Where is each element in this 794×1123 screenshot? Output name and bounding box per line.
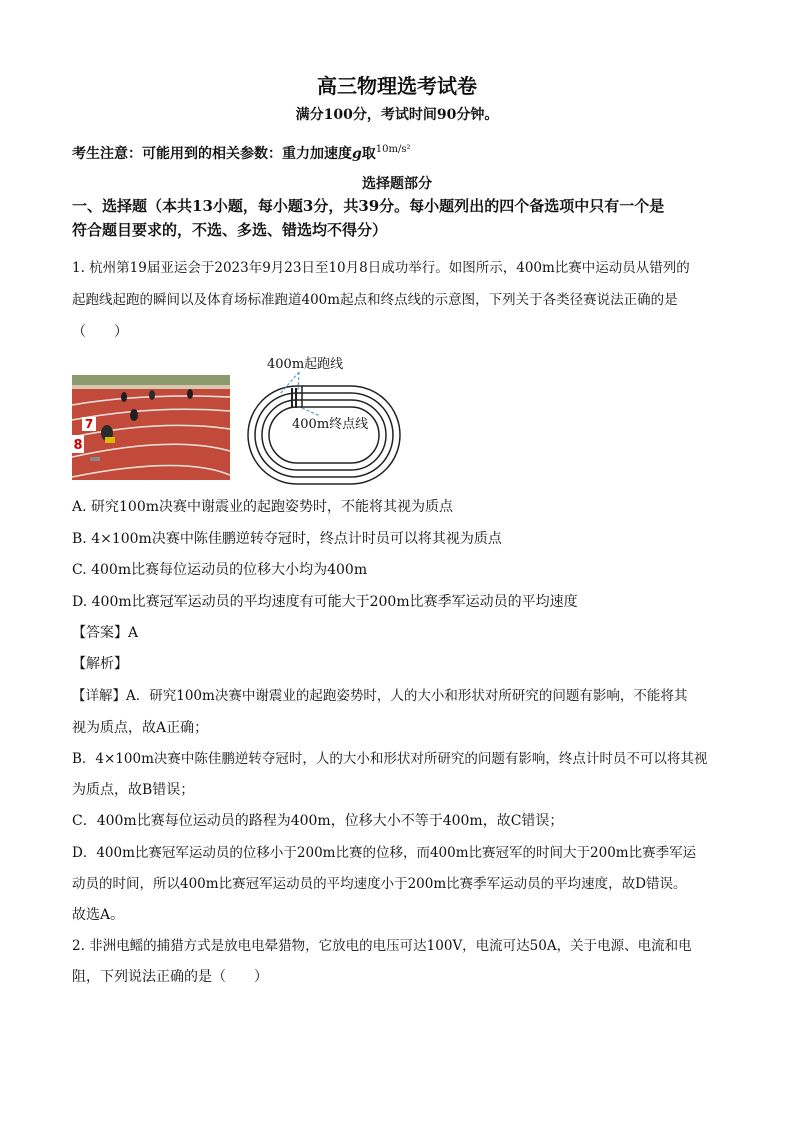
- q1-analysis-line8: 故选A。: [72, 907, 125, 923]
- q1-option-d: D. 400m比赛冠军运动员的平均速度有可能大于200m比赛季军运动员的平均速度: [72, 594, 578, 610]
- section-title: 选择题部分: [362, 176, 432, 192]
- candidate-notice: [72, 140, 411, 164]
- q1-option-a: A. 研究100m决赛中谢震业的起跑姿势时，不能将其视为质点: [72, 499, 454, 515]
- exam-subtitle: 满分100分，考试时间90分钟。: [295, 107, 499, 123]
- q1-option-c: C. 400m比赛每位运动员的位移大小均为400m: [72, 562, 368, 578]
- race-start-photo: [72, 375, 230, 480]
- track-diagram: [240, 350, 410, 485]
- q1-analysis-line3: B．4×100m决赛中陈佳鹏逆转夺冠时，人的大小和形状对所研究的问题有影响，终点计时员不可以将其视: [72, 751, 708, 767]
- notice-gravity-value: 10m/s²: [375, 144, 411, 155]
- q1-stem-line2: 起跑线起跑的瞬间以及体育场标准跑道400m起点和终点线的示意图，下列关于各类径赛说法正确的是: [72, 292, 678, 308]
- bib-7: 7: [84, 417, 94, 431]
- q1-stem-line1: 1. 杭州第19届亚运会于2023年9月23日至10月8日成功举行。如图所示，400m比赛中运动员从错列的: [72, 260, 690, 276]
- notice-g-symbol: g: [352, 146, 362, 162]
- q1-analysis-title: 【解析】: [72, 656, 128, 672]
- notice-text: 考生注意：可能用到的相关参数：重力加速度: [72, 146, 352, 162]
- q1-analysis-line6: D．400m比赛冠军运动员的位移小于200m比赛的位移，而400m比赛冠军的时间大于200m比赛季军运: [72, 845, 697, 861]
- section1-instruction-line1: 一、选择题（本共13小题，每小题3分，共39分。每小题列出的四个备选项中只有一个是: [72, 197, 665, 215]
- q1-analysis-line1: 【详解】A．研究100m决赛中谢震业的起跑姿势时，人的大小和形状对所研究的问题有影响，不能将其: [72, 688, 688, 704]
- section1-instruction-line2: 符合题目要求的，不选、多选、错选均不得分）: [72, 221, 388, 239]
- start-line-label: 400m起跑线: [267, 357, 344, 372]
- finish-line-label: 400m终点线: [292, 417, 369, 432]
- q1-stem-line3: （ ）: [72, 324, 128, 340]
- notice-take: 取: [361, 146, 376, 162]
- q1-analysis-line7: 动员的时间，所以400m比赛冠军运动员的平均速度小于200m比赛季军运动员的平均速度，故D错误。: [72, 876, 687, 892]
- page-title: 高三物理选考试卷: [317, 74, 477, 98]
- q1-option-b: B. 4×100m决赛中陈佳鹏逆转夺冠时，终点计时员可以将其视为质点: [72, 531, 502, 547]
- q2-stem-line1: 2. 非洲电鳐的捕猎方式是放电电晕猎物，它放电的电压可达100V，电流可达50A，关于电源、电流和电: [72, 938, 692, 954]
- q1-answer: 【答案】A: [72, 625, 139, 641]
- q1-analysis-line4: 为质点，故B错误；: [72, 782, 195, 798]
- q2-stem-line2: 阻，下列说法正确的是（ ）: [72, 969, 268, 985]
- bib-8: 8: [73, 438, 83, 453]
- q1-analysis-line2: 视为质点，故A正确；: [72, 720, 209, 736]
- q1-analysis-line5: C．400m比赛每位运动员的路程为400m，位移大小不等于400m，故C错误；: [72, 813, 564, 829]
